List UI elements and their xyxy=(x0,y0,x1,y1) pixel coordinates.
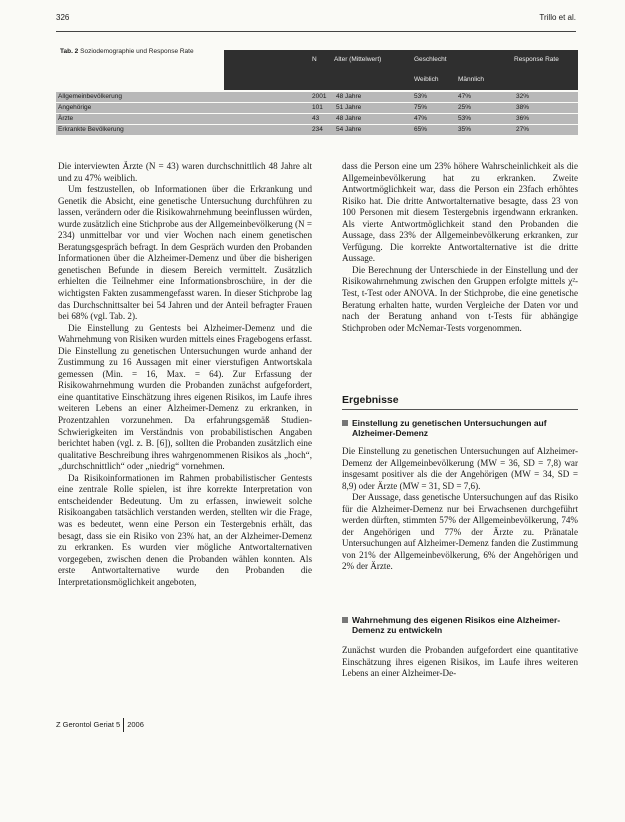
cell-male: 47% xyxy=(458,93,472,100)
left-column-text xyxy=(58,161,312,588)
square-bullet-icon xyxy=(342,420,348,426)
subsection-title: Einstellung zu genetischen Untersuchungen auf Alzheimer-Demenz xyxy=(352,418,547,438)
paragraph: Die Einstellung zu genetischen Untersuchungen auf Alzheimer-Demenz der Allgemeinbevölkerung (MW = 36, SD = 7,8) war insgesamt positiver als die der Angehörigen (MW = 34, SD = 8,9) oder Ärzte (MW = 31, SD = 7,6). xyxy=(342,446,578,491)
subsection-title: Wahrnehmung des eigenen Risikos eine Alzheimer-Demenz zu entwickeln xyxy=(352,615,561,635)
table-header xyxy=(224,50,578,90)
cell-response: 27% xyxy=(516,126,530,133)
table-row xyxy=(56,125,578,136)
page-number: 326 xyxy=(56,13,70,22)
paragraph: Die Berechnung der Unterschiede in der Einstellung und der Risikowahrnehmung zwischen den Gruppen erfolgte mittels χ²-Test, t-Test oder ANOVA. In der Stichprobe, die eine genetische Beratung erhalten hatte, wurden Vergleiche der Daten vor und nach der Beratung anhand von t-Tests für abhängige Stichproben oder McNemar-Tests vorgenommen. xyxy=(342,264,578,333)
table-row xyxy=(56,92,578,103)
header-age: Alter (Mittelwert) xyxy=(334,56,382,63)
journal-issue: 5 xyxy=(116,719,121,729)
cell-group: Ärzte xyxy=(58,115,74,122)
right-column-text-top xyxy=(342,161,578,334)
cell-age: 48 Jahre xyxy=(336,115,362,122)
journal-year: 2006 xyxy=(127,719,144,729)
cell-n: 43 xyxy=(312,115,320,122)
header-male: Männlich xyxy=(458,76,485,83)
paragraph: dass die Person eine um 23% höhere Wahrscheinlichkeit als die Allgemeinbevölkerung hat zu erkranken. Zweite Antwortmöglichkeit war, dass die Person ein 23fach erhöhtes Risiko hat. Die dritte Antwortalternative besagte, dass 23 von 100 Personen mit diesem Testergebnis irgendwann erkranken. Als vierte Antwortmöglichkeit stand den Probanden die Aussage, dass 23% der Allgemeinbevölkerung erkranken, zur Verfügung. Die korrekte Antwortalternative ist die dritte Aussage. xyxy=(342,161,578,264)
cell-male: 53% xyxy=(458,115,472,122)
paragraph: Der Aussage, dass genetische Untersuchungen auf das Risiko für die Alzheimer-Demenz nur bei Erwachsenen durchgeführt werden dürften, stimmten 57% der Allgemeinbevölkerung, 74% der Angehörigen und 77% der Ärzte zu. Pränatale Untersuchungen auf Alzheimer-Demenz fanden die Zustimmung von 21% der Allgemeinbevölkerung, 6% der Angehörigen und 2% der Ärzte. xyxy=(342,492,578,572)
paragraph: Die interviewten Ärzte (N = 43) waren durchschnittlich 48 Jahre alt und zu 47% weiblich. xyxy=(58,161,312,183)
paragraph: Zunächst wurden die Probanden aufgefordert eine quantitative Einschätzung ihres eigenen Risikos, im Laufe ihres weiteren Lebens an einer Alzheimer-De- xyxy=(342,645,578,679)
header-sex: Geschlecht xyxy=(414,56,447,63)
paragraph: Da Risikoinformationen im Rahmen probabilistischer Gentests eine zentrale Rolle spielen, ist ihre korrekte Interpretation von entscheidender Bedeutung. Um zu erfassen, inwieweit solche Risikoangaben tatsächlich verstanden werden, stellten wir die Frage, was es bedeutet, wenn eine Person ein Testergebnis erhält, das besagt, dass sie ein Risiko von 23% hat, an der Alzheimer-Demenz zu erkranken. Es wurden vier mögliche Antwortalternativen vorgegeben, zwischen denen die Probanden wählen konnten. Als erste Antwortalternative wurde den Probanden die Interpretationsmöglichkeit angeboten, xyxy=(58,472,312,587)
running-authors: Trillo et al. xyxy=(539,13,576,22)
paragraph: Die Einstellung zu Gentests bei Alzheimer-Demenz und die Wahrnehmung von Risiken wurden mittels eines Fragebogens erfasst. Die Einstellung zu genetischen Untersuchungen wurde anhand der Zustimmung zu 16 Aussagen mit einer vierstufigen Antwortskala gemessen (Min. = 16, Max. = 64). Zur Erfassung der Risikowahrnehmung wurden die Probanden zunächst aufgefordert, eine quantitative Einschätzung ihres eigenen Risikos, im Laufe ihres weiteren Lebens an einer Alzheimer-Demenz zu erkranken, in Prozentzahlen vorzunehmen. Da erfahrungsgemäß Studien-Schwierigkeiten im Verständnis von probabilistischen Angaben berichtet haben (vgl. z. B. [6]), sollten die Probanden zusätzlich eine qualitative Beschreibung ihres wahrgenommenen Risikos als „hoch“, „durchschnittlich“ oder „niedrig“ vornehmen. xyxy=(58,322,312,472)
cell-response: 36% xyxy=(516,115,530,122)
cell-response: 38% xyxy=(516,104,530,111)
cell-n: 101 xyxy=(312,104,323,111)
paragraph: Um festzustellen, ob Informationen über die Erkrankung und Genetik die Absicht, eine genetische Untersuchung durchführen zu lassen, verändern oder die Risikowahrnehmung beeinflussen würden, wurde zusätzlich eine Stichprobe aus der Allgemeinbevölkerung (N = 234) unmittelbar vor und vier Wochen nach einem genetischen Beratungsgespräch befragt. In dem Gespräch wurden den Probanden Informationen über die Alzheimer-Demenz und über die bisherigen genetischen Befunde in diesem Bereich vermittelt. Zusätzlich erhielten die Teilnehmer eine Informationsbroschüre, in der die wichtigsten Fakten zusammengefasst waren. In dieser Stichprobe lag das Durchschnittsalter bei 54 Jahren und der Anteil befragter Frauen bei 68% (vgl. Tab. 2). xyxy=(58,184,312,322)
cell-female: 53% xyxy=(414,93,428,100)
table-caption-text: Soziodemographie und Response Rate xyxy=(80,48,194,55)
cell-n: 234 xyxy=(312,126,323,133)
subsection-heading-attitude xyxy=(342,418,588,438)
subsection-heading-risk xyxy=(342,615,588,635)
table-row xyxy=(56,103,578,114)
table-caption-label: Tab. 2 xyxy=(60,48,79,55)
cell-group: Erkrankte Bevölkerung xyxy=(58,126,124,133)
cell-male: 25% xyxy=(458,104,472,111)
square-bullet-icon xyxy=(342,617,348,623)
section-title-results: Ergebnisse xyxy=(342,394,578,410)
cell-female: 47% xyxy=(414,115,428,122)
header-female: Weiblich xyxy=(414,76,439,83)
subsection-text-risk xyxy=(342,645,578,680)
page-footer xyxy=(56,718,144,732)
subsection-text-attitude xyxy=(342,446,578,573)
cell-age: 51 Jahre xyxy=(336,104,362,111)
cell-group: Allgemeinbevölkerung xyxy=(58,93,122,100)
table-caption xyxy=(60,48,210,56)
cell-age: 48 Jahre xyxy=(336,93,362,100)
cell-male: 35% xyxy=(458,126,472,133)
footer-divider xyxy=(123,718,124,732)
cell-group: Angehörige xyxy=(58,104,92,111)
cell-n: 2001 xyxy=(312,93,327,100)
journal-name: Z Gerontol Geriat xyxy=(56,719,114,729)
cell-female: 75% xyxy=(414,104,428,111)
header-rule xyxy=(56,31,576,32)
header-n: N xyxy=(312,56,317,63)
header-response: Response Rate xyxy=(514,56,559,63)
cell-response: 32% xyxy=(516,93,530,100)
cell-age: 54 Jahre xyxy=(336,126,362,133)
cell-female: 65% xyxy=(414,126,428,133)
table-row xyxy=(56,114,578,125)
